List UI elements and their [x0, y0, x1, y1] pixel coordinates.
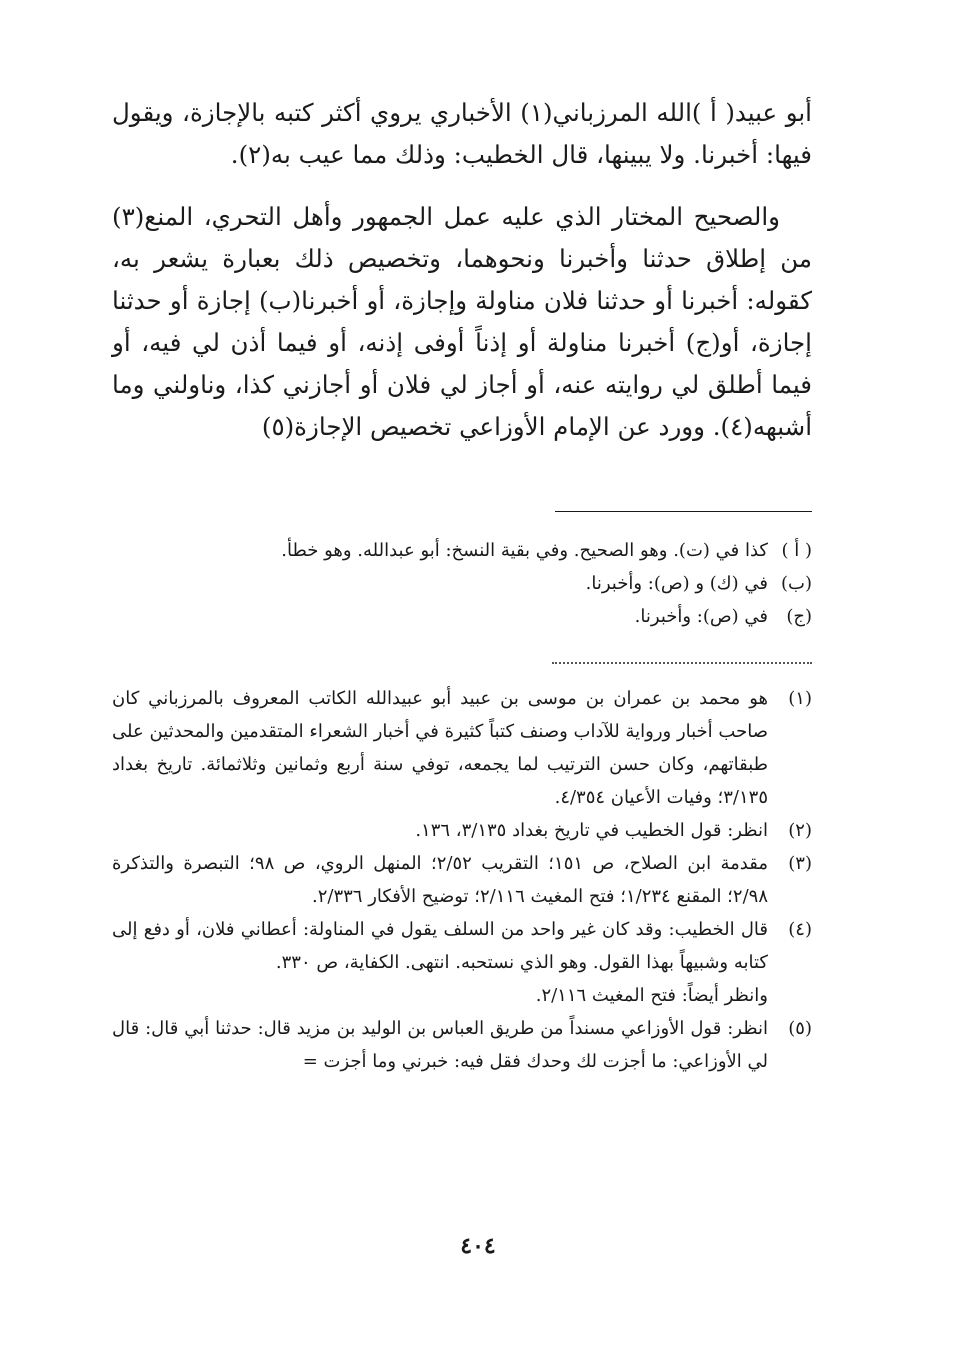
footnote-line: وانظر أيضاً: فتح المغيث ٢/١١٦.	[535, 985, 768, 1006]
dotted-separator	[552, 662, 812, 664]
footnote	[112, 682, 812, 814]
variant-note-mark: (ج)	[786, 606, 812, 627]
footnote	[112, 847, 812, 913]
footnote-line: قال الخطيب: وقد كان غير واحد من السلف يقول في المناولة: أعطاني فلان، أو دفع إلى كتابه وشبيهاً بهذا القول. وهو الذي نستحبه. انتهى. الكفاية، ص ٣٣٠.	[112, 919, 768, 973]
footnote-text	[112, 1012, 768, 1078]
footnote-mark: (٤)	[788, 919, 812, 940]
variant-note	[112, 534, 812, 567]
main-text	[112, 92, 812, 448]
footnote-text	[112, 814, 768, 847]
footnote	[112, 1012, 812, 1078]
variant-note-mark: ( أ )	[781, 540, 812, 561]
footnote-line: هو محمد بن عمران بن موسى بن عبيد أبو عبيدالله الكاتب المعروف بالمرزباني كان صاحب أخبار ورواية للآداب وصنف كتباً كثيرة في أخبار الشعراء المتقدمين والمحدثين على طبقاتهم، وكان حسن الترتيب لما يجمعه، توفي سنة أربع وثمانين وثلاثمائة. تاريخ بغداد ٣/١٣٥؛ وفيات الأعيان ٤/٣٥٤.	[112, 688, 768, 808]
footnote-text	[112, 913, 768, 1012]
footnote-mark: (٥)	[788, 1018, 812, 1039]
footnote	[112, 814, 812, 847]
variant-note-mark: (ب)	[781, 573, 812, 594]
footnote	[112, 913, 812, 1012]
footnote-mark: (٢)	[788, 820, 812, 841]
variant-note	[112, 600, 812, 633]
footnotes	[112, 682, 812, 1078]
variant-notes	[112, 534, 812, 633]
variant-note-text: في (ص): وأخبرنا.	[634, 606, 768, 627]
variant-note	[112, 567, 812, 600]
footnote-line: انظر: قول الأوزاعي مسنداً من طريق العباس بن الوليد بن مزيد قال: حدثنا أبي قال: قال لي الأوزاعي: ما أجزت لك وحدك فقل فيه: خبرني وما أجزت =	[112, 1018, 768, 1072]
footnote-line: انظر: قول الخطيب في تاريخ بغداد ٣/١٣٥، ١٣٦.	[415, 820, 768, 841]
footnote-text	[112, 847, 768, 913]
footnote-text	[112, 682, 768, 814]
page-number: ٤٠٤	[460, 1233, 496, 1259]
variant-note-text: في (ك) و (ص): وأخبرنا.	[585, 573, 768, 594]
variant-note-text: كذا في (ت). وهو الصحيح. وفي بقية النسخ: أبو عبدالله. وهو خطأ.	[281, 540, 768, 561]
main-paragraph-2: والصحيح المختار الذي عليه عمل الجمهور وأهل التحري، المنع(٣) من إطلاق حدثنا وأخبرنا ونحوهما، وتخصيص ذلك بعبارة يشعر به، كقوله: أخبرنا أو حدثنا فلان مناولة وإجازة، أو أخبرنا(ب) إجازة أو حدثنا إجازة، أو(ج) أخبرنا مناولة أو إذناً أوفى إذنه، أو فيما أذن لي فيه، أو فيما أطلق لي روايته عنه، أو أجاز لي فلان أو أجازني كذا، وناولني وما أشبهه(٤). وورد عن الإمام الأوزاعي تخصيص الإجازة(٥)	[112, 202, 812, 441]
footnote-mark: (٣)	[788, 853, 812, 874]
footnote-separator	[555, 511, 812, 512]
footnote-mark: (١)	[788, 688, 812, 709]
main-paragraph-1: أبو عبيد( أ )الله المرزباني(١) الأخباري يروي أكثر كتبه بالإجازة، ويقول فيها: أخبرنا. ولا يبينها، قال الخطيب: وذلك مما عيب به(٢).	[112, 98, 812, 169]
footnote-line: مقدمة ابن الصلاح، ص ١٥١؛ التقريب ٢/٥٢؛ المنهل الروي، ص ٩٨؛ التبصرة والتذكرة ٢/٩٨؛ المقنع ١/٢٣٤؛ فتح المغيث ٢/١١٦؛ توضيح الأفكار ٢/٣٣٦.	[112, 853, 768, 907]
